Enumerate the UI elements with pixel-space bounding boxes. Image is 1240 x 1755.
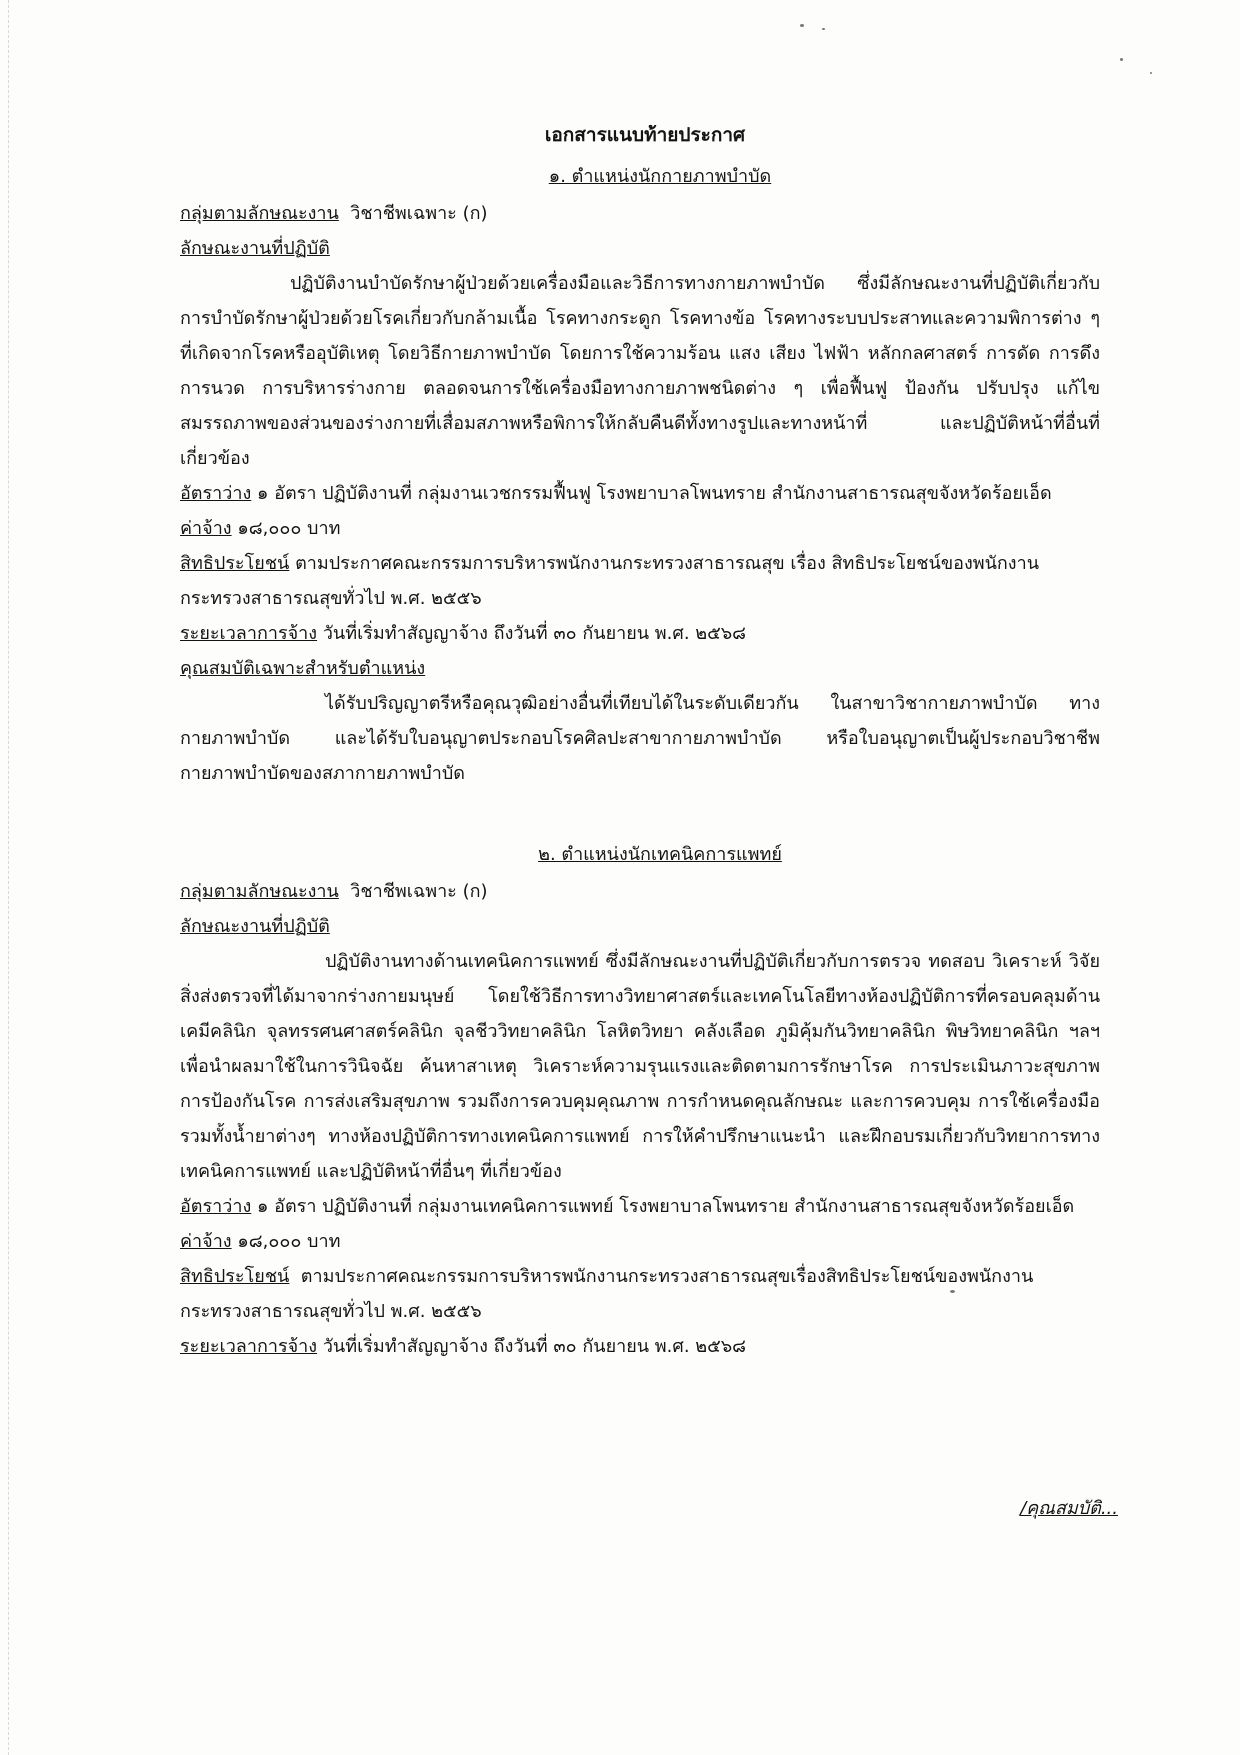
position-section-2	[180, 837, 1100, 1364]
section-spacer	[180, 791, 1100, 837]
duties-field-1	[180, 231, 1100, 266]
document-body	[180, 118, 1100, 1364]
duties-label: ลักษณะงานที่ปฏิบัติ	[180, 238, 330, 259]
group-label: กลุ่มตามลักษณะงาน	[180, 881, 339, 902]
vacancy-label: อัตราว่าง	[180, 483, 252, 504]
scan-edge	[8, 0, 10, 1755]
vacancy-field-1	[180, 476, 1100, 511]
document-title: เอกสารแนบท้ายประกาศ	[544, 124, 746, 146]
benefits-label: สิทธิประโยชน์	[180, 1266, 290, 1287]
group-field-1	[180, 196, 1100, 231]
wage-value: ๑๘,๐๐๐ บาท	[237, 518, 341, 539]
benefits-label: สิทธิประโยชน์	[180, 553, 290, 574]
continuation-note: /คุณสมบัติ...	[1020, 1498, 1118, 1519]
scan-speck	[1120, 58, 1123, 61]
wage-field-1	[180, 511, 1100, 546]
duties-field-2	[180, 909, 1100, 944]
qualification-text-1: ได้รับปริญญาตรีหรือคุณวุฒิอย่างอื่นที่เทียบได้ในระดับเดียวกัน ในสาขาวิชากายภาพบำบัด ทางกายภาพบำบัด และได้รับใบอนุญาตประกอบโรคศิลปะสาขากายภาพบำบัด หรือใบอนุญาตเป็นผู้ประกอบวิชาชีพกายภาพบำบัดของสภากายภาพบำบัด	[180, 693, 1100, 784]
vacancy-label: อัตราว่าง	[180, 1196, 252, 1217]
benefits-value: ตามประกาศคณะกรรมการบริหารพนักงานกระทรวงสาธารณสุข เรื่อง สิทธิประโยชน์ของพนักงานกระทรวงสาธารณสุขทั่วไป พ.ศ. ๒๕๕๖	[180, 553, 1040, 609]
vacancy-value: ๑ อัตรา ปฏิบัติงานที่ กลุ่มงานเวชกรรมฟื้นฟู โรงพยาบาลโพนทราย สำนักงานสาธารณสุขจังหวัดร้อยเอ็ด	[257, 483, 1052, 504]
benefits-value: ตามประกาศคณะกรรมการบริหารพนักงานกระทรวงสาธารณสุขเรื่องสิทธิประโยชน์ของพนักงานกระทรวงสาธารณสุขทั่วไป พ.ศ. ๒๕๕๖	[180, 1266, 1034, 1322]
group-label: กลุ่มตามลักษณะงาน	[180, 203, 339, 224]
wage-value: ๑๘,๐๐๐ บาท	[237, 1231, 341, 1252]
period-value: วันที่เริ่มทำสัญญาจ้าง ถึงวันที่ ๓๐ กันยายน พ.ศ. ๒๕๖๘	[322, 623, 747, 644]
qualification-label: คุณสมบัติเฉพาะสำหรับตำแหน่ง	[180, 658, 426, 679]
period-field-2	[180, 1329, 1100, 1364]
duties-label: ลักษณะงานที่ปฏิบัติ	[180, 916, 330, 937]
vacancy-field-2	[180, 1189, 1100, 1224]
wage-field-2	[180, 1224, 1100, 1259]
period-field-1	[180, 616, 1100, 651]
benefits-field-1	[180, 546, 1100, 616]
position-section-1	[180, 159, 1100, 791]
position-heading-2: ๒. ตำแหน่งนักเทคนิคการแพทย์	[538, 844, 782, 865]
duties-text-1: ปฏิบัติงานบำบัดรักษาผู้ป่วยด้วยเครื่องมือและวิธีการทางกายภาพบำบัด ซึ่งมีลักษณะงานที่ปฏิบัติเกี่ยวกับการบำบัดรักษาผู้ป่วยด้วยโรคเกี่ยวกับกล้ามเนื้อ โรคทางกระดูก โรคทางข้อ โรคทางระบบประสาทและความพิการต่าง ๆ ที่เกิดจากโรคหรืออุบัติเหตุ โดยวิธีกายภาพบำบัด โดยการใช้ความร้อน แสง เสียง ไฟฟ้า หลักกลศาสตร์ การดัด การดึง การนวด การบริหารร่างกาย ตลอดจนการใช้เครื่องมือทางกายภาพชนิดต่าง ๆ เพื่อฟื้นฟู ป้องกัน ปรับปรุง แก้ไขสมรรถภาพของส่วนของร่างกายที่เสื่อมสภาพหรือพิการให้กลับคืนดีทั้งทางรูปและทางหน้าที่ และปฏิบัติหน้าที่อื่นที่เกี่ยวข้อง	[180, 273, 1100, 469]
period-value: วันที่เริ่มทำสัญญาจ้าง ถึงวันที่ ๓๐ กันยายน พ.ศ. ๒๕๖๘	[322, 1336, 747, 1357]
scan-speck	[1150, 72, 1152, 74]
wage-label: ค่าจ้าง	[180, 518, 232, 539]
group-value: วิชาชีพเฉพาะ (ก)	[350, 203, 488, 224]
benefits-field-2	[180, 1259, 1100, 1329]
position-heading-1: ๑. ตำแหน่งนักกายภาพบำบัด	[548, 166, 772, 187]
group-field-2	[180, 874, 1100, 909]
scan-speck	[800, 24, 804, 27]
group-value: วิชาชีพเฉพาะ (ก)	[350, 881, 488, 902]
qualification-field-1	[180, 651, 1100, 686]
wage-label: ค่าจ้าง	[180, 1231, 232, 1252]
duties-text-2: ปฏิบัติงานทางด้านเทคนิคการแพทย์ ซึ่งมีลักษณะงานที่ปฏิบัติเกี่ยวกับการตรวจ ทดสอบ วิเคราะห์ วิจัยสิ่งส่งตรวจที่ได้มาจากร่างกายมนุษย์ โดยใช้วิธีการทางวิทยาศาสตร์และเทคโนโลยีทางห้องปฏิบัติการที่ครอบคลุมด้านเคมีคลินิก จุลทรรศนศาสตร์คลินิก จุลชีววิทยาคลินิก โลหิตวิทยา คลังเลือด ภูมิคุ้มกันวิทยาคลินิก พิษวิทยาคลินิก ฯลฯ เพื่อนำผลมาใช้ในการวินิจฉัย ค้นหาสาเหตุ วิเคราะห์ความรุนแรงและติดตามการรักษาโรค การประเมินภาวะสุขภาพ การป้องกันโรค การส่งเสริมสุขภาพ รวมถึงการควบคุมคุณภาพ การกำหนดคุณลักษณะ และการควบคุม การใช้เครื่องมือรวมทั้งน้ำยาต่างๆ ทางห้องปฏิบัติการทางเทคนิคการแพทย์ การให้คำปรึกษาแนะนำ และฝึกอบรมเกี่ยวกับวิทยาการทางเทคนิคการแพทย์ และปฏิบัติหน้าที่อื่นๆ ที่เกี่ยวข้อง	[180, 951, 1100, 1182]
period-label: ระยะเวลาการจ้าง	[180, 1336, 318, 1357]
vacancy-value: ๑ อัตรา ปฏิบัติงานที่ กลุ่มงานเทคนิคการแพทย์ โรงพยาบาลโพนทราย สำนักงานสาธารณสุขจังหวัดร้อยเอ็ด	[257, 1196, 1075, 1217]
period-label: ระยะเวลาการจ้าง	[180, 623, 318, 644]
scan-speck	[822, 28, 825, 30]
